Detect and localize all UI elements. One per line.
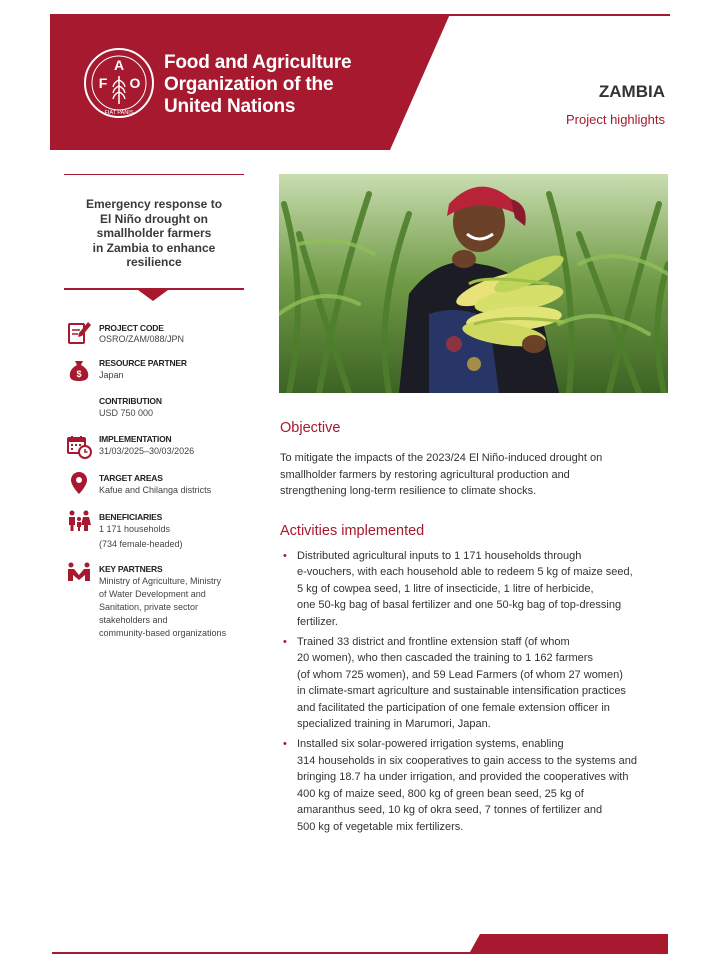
key-partners-value-line: community-based organizations — [99, 628, 227, 638]
objective-line: To mitigate the impacts of the 2023/24 El Niño-induced drought on — [280, 452, 603, 464]
calendar-clock-icon — [66, 433, 92, 459]
activities-list — [280, 548, 670, 839]
key-partners-value-line: Sanitation, private sector — [99, 602, 199, 612]
project-code-value: OSRO/ZAM/088/JPN — [99, 334, 185, 344]
activity-line: (of whom 725 women), and 59 Lead Farmers (of whom 27 women) — [297, 668, 623, 681]
resource-partner-label: RESOURCE PARTNER — [99, 358, 187, 368]
bullet-icon: • — [283, 738, 287, 751]
activity-line: e-vouchers, with each household able to redeem 5 kg of maize seed, — [297, 566, 633, 579]
activity-line: 20 women), who then cascaded the training to 1 162 farmers — [297, 652, 593, 665]
resource-partner-value: Japan — [99, 370, 124, 380]
activities-heading: Activities implemented — [280, 523, 425, 539]
activity-line: 5 kg of cowpea seed, 1 litre of insecticide, 1 litre of herbicide, — [297, 582, 594, 595]
project-title-line: Emergency response to — [85, 197, 223, 211]
activity-line: Installed six solar-powered irrigation systems, enabling — [297, 738, 564, 751]
map-pin-icon — [66, 470, 92, 496]
key-partners-value-line: of Water Development and — [99, 589, 206, 599]
activity-line: in climate-smart agriculture and sustainable intensification practices — [297, 685, 626, 698]
beneficiaries-label: BENEFICIARIES — [99, 512, 163, 522]
project-title — [64, 197, 244, 270]
project-code-label: PROJECT CODE — [99, 323, 164, 333]
org-name-line-3: United Nations — [164, 96, 296, 117]
objective-line: smallholder farmers by restoring agricultural production and — [280, 468, 570, 481]
implementation-label: IMPLEMENTATION — [99, 434, 172, 444]
bullet-icon: • — [283, 550, 287, 562]
activity-line: 500 kg of vegetable mix fertilizers. — [297, 820, 464, 833]
footer-rule — [52, 952, 668, 954]
objective-heading: Objective — [280, 420, 341, 436]
family-icon — [66, 508, 92, 534]
activity-line: specialized training in Marumori, Japan. — [297, 718, 491, 731]
key-partners-label: KEY PARTNERS — [99, 564, 163, 574]
svg-text:$: $ — [76, 369, 82, 379]
title-pointer-icon — [138, 290, 168, 301]
contribution-value: USD 750 000 — [99, 408, 154, 418]
objective-line: strengthening long-term resilience to climate shocks. — [280, 485, 537, 497]
svg-text:FIAT PANIS: FIAT PANIS — [104, 110, 134, 116]
org-name-line-1: Food and Agriculture — [164, 52, 352, 73]
project-title-box — [64, 174, 244, 289]
activity-line: bringing 18.7 ha under irrigation, and provided the cooperatives with — [297, 771, 629, 784]
key-partners-value-line: Ministry of Agriculture, Ministry — [99, 576, 222, 586]
svg-text:A: A — [113, 57, 125, 73]
target-areas-value: Kafue and Chilanga districts — [99, 485, 212, 495]
beneficiaries-value-line-2: (734 female-headed) — [99, 539, 183, 549]
target-areas-label: TARGET AREAS — [99, 473, 163, 483]
implementation-value: 31/03/2025–30/03/2026 — [99, 446, 195, 456]
money-bag-icon — [66, 357, 92, 383]
project-title-line: in Zambia to enhance — [92, 240, 216, 255]
project-title-line: resilience — [126, 255, 182, 269]
activity-line: 314 households in six cooperatives to gain access to the systems and — [297, 754, 637, 767]
header-rule — [340, 14, 670, 18]
activity-line: Trained 33 district and frontline extension staff (of whom — [297, 636, 570, 649]
svg-text:F: F — [98, 75, 108, 91]
project-title-line: El Niño drought on — [100, 211, 208, 226]
bullet-icon: • — [283, 636, 287, 649]
list-item — [280, 548, 670, 630]
beneficiaries-value-line-1: 1 171 households — [99, 524, 171, 534]
activity-line: 400 kg of maize seed, 800 kg of green bean seed, 25 kg of — [297, 787, 584, 800]
list-item — [280, 736, 670, 834]
activity-line: Distributed agricultural inputs to 1 171 households through — [297, 550, 582, 562]
activity-line: fertilizer. — [297, 615, 338, 628]
svg-text:O: O — [129, 75, 141, 91]
list-item — [280, 634, 670, 732]
activity-line: amaranthus seed, 10 kg of okra seed, 7 tonnes of fertilizer and — [297, 804, 603, 817]
key-partners-value-line: stakeholders and — [99, 615, 168, 625]
activity-line: one 50-kg bag of basal fertilizer and one 50-kg bag of top-dressing — [297, 599, 622, 612]
partners-icon — [66, 560, 92, 586]
document-pen-icon — [66, 320, 92, 346]
country-name: ZAMBIA — [598, 82, 665, 101]
activity-line: and facilitated the participation of one female extension officer in — [297, 701, 610, 714]
footer-tab — [470, 934, 668, 952]
contribution-label: CONTRIBUTION — [99, 396, 162, 406]
project-title-line: smallholder farmers — [96, 226, 212, 240]
document-type: Project highlights — [566, 112, 665, 127]
farmer-with-maize-photo — [279, 174, 668, 393]
objective-text — [280, 450, 660, 500]
org-name-line-2: Organization of the — [164, 74, 334, 95]
fao-logo — [82, 46, 156, 120]
